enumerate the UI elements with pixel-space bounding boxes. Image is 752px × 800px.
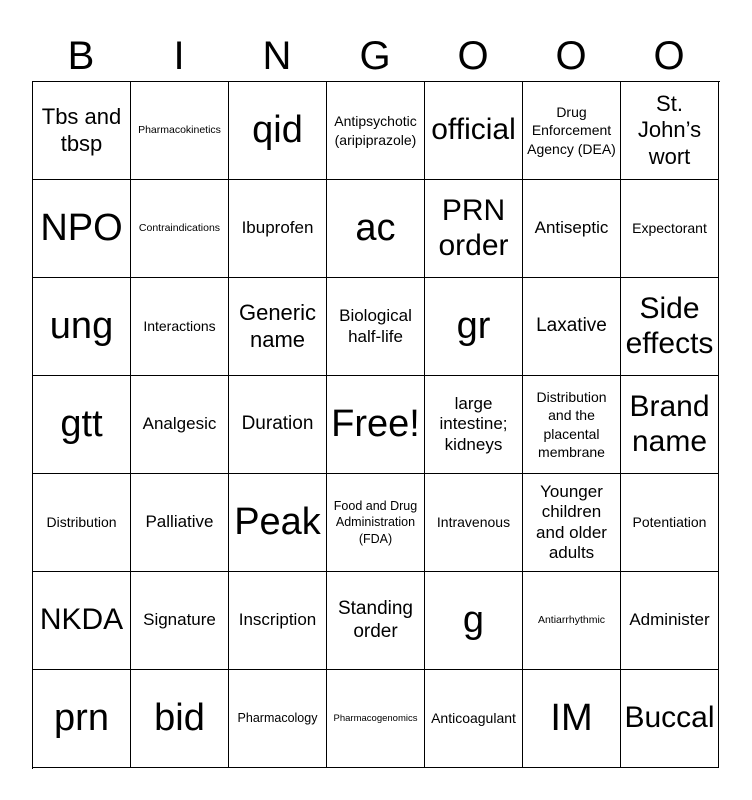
- bingo-cell[interactable]: [229, 180, 327, 278]
- cell-text: large intestine; kidneys: [439, 393, 508, 454]
- bingo-cell[interactable]: [621, 474, 719, 572]
- bingo-cell[interactable]: [523, 376, 621, 474]
- bingo-cell[interactable]: [425, 180, 523, 278]
- cell-text: Analgesic: [142, 414, 217, 434]
- bingo-cell[interactable]: [33, 180, 131, 278]
- cell-text: Pharmacogenomics: [333, 712, 418, 724]
- bingo-cell[interactable]: [425, 474, 523, 572]
- bingo-cell[interactable]: [131, 180, 229, 278]
- cell-text: qid: [252, 108, 303, 151]
- cell-text: Younger children and older adults: [536, 481, 607, 562]
- bingo-board: [32, 81, 720, 769]
- cell-text: gr: [456, 304, 491, 347]
- bingo-cell[interactable]: [229, 474, 327, 572]
- cell-text: Distribution and the placental membrane: [536, 389, 607, 460]
- cell-text: bid: [154, 696, 205, 739]
- header-letter-g: G: [359, 34, 391, 78]
- cell-text: Side effects: [625, 292, 714, 360]
- bingo-cell[interactable]: [229, 670, 327, 768]
- bingo-cell[interactable]: [131, 572, 229, 670]
- cell-text: Generic name: [238, 300, 317, 352]
- bingo-cell[interactable]: [425, 670, 523, 768]
- cell-text: g: [462, 598, 485, 641]
- cell-text: Duration: [241, 413, 314, 435]
- bingo-cell[interactable]: [229, 82, 327, 180]
- cell-text: Standing order: [337, 597, 413, 642]
- header-letter-n: N: [262, 34, 292, 78]
- bingo-cell[interactable]: [523, 82, 621, 180]
- cell-text: Pharmacokinetics: [138, 123, 221, 136]
- cell-text: Antiarrhythmic: [537, 613, 606, 626]
- cell-text: Brand name: [629, 390, 710, 458]
- cell-text: Anticoagulant: [431, 710, 516, 727]
- cell-text: Biological half-life: [339, 306, 412, 346]
- bingo-cell[interactable]: [33, 82, 131, 180]
- bingo-cell[interactable]: [33, 278, 131, 376]
- bingo-cell[interactable]: [523, 474, 621, 572]
- cell-text: IM: [550, 696, 593, 739]
- cell-text: Pharmacology: [237, 711, 318, 726]
- header-letter-o-3: O: [653, 34, 685, 78]
- cell-text: Antipsychotic (aripiprazole): [334, 113, 417, 148]
- bingo-cell[interactable]: [327, 670, 425, 768]
- bingo-cell[interactable]: [425, 572, 523, 670]
- header-letter-b: B: [67, 34, 95, 78]
- bingo-header: [32, 30, 720, 82]
- cell-text: Free!: [331, 402, 420, 445]
- bingo-cell[interactable]: [33, 670, 131, 768]
- cell-text: Laxative: [536, 315, 607, 337]
- bingo-cell[interactable]: [131, 82, 229, 180]
- cell-text: Signature: [143, 610, 216, 630]
- cell-text: Palliative: [145, 512, 214, 532]
- cell-text: Food and Drug Administration (FDA): [333, 499, 418, 546]
- bingo-cell[interactable]: [621, 180, 719, 278]
- cell-text: PRN order: [438, 194, 509, 262]
- cell-text: Administer: [629, 610, 710, 630]
- bingo-cell[interactable]: [33, 572, 131, 670]
- bingo-cell[interactable]: [425, 82, 523, 180]
- bingo-cell[interactable]: [131, 278, 229, 376]
- bingo-cell[interactable]: [327, 82, 425, 180]
- cell-text: prn: [54, 696, 109, 739]
- cell-text: Potentiation: [632, 514, 707, 531]
- bingo-cell[interactable]: [621, 670, 719, 768]
- cell-text: St. John’s wort: [637, 90, 702, 169]
- cell-text: gtt: [60, 402, 103, 445]
- bingo-cell[interactable]: [229, 376, 327, 474]
- bingo-cell free-space[interactable]: [327, 376, 425, 474]
- cell-text: Distribution: [46, 514, 117, 531]
- cell-text: Interactions: [143, 318, 216, 335]
- header-letter-o-2: O: [555, 34, 587, 78]
- bingo-cell[interactable]: [229, 572, 327, 670]
- cell-text: Expectorant: [632, 220, 707, 237]
- bingo-cell[interactable]: [621, 572, 719, 670]
- cell-text: Contraindications: [138, 221, 221, 234]
- cell-text: official: [431, 113, 516, 147]
- bingo-cell[interactable]: [33, 474, 131, 572]
- cell-text: ung: [49, 304, 114, 347]
- cell-text: Ibuprofen: [241, 218, 314, 238]
- bingo-cell[interactable]: [425, 278, 523, 376]
- cell-text: Intravenous: [436, 514, 511, 531]
- bingo-cell[interactable]: [131, 670, 229, 768]
- bingo-cell[interactable]: [621, 376, 719, 474]
- bingo-cell[interactable]: [327, 474, 425, 572]
- bingo-cell[interactable]: [327, 278, 425, 376]
- bingo-cell[interactable]: [131, 376, 229, 474]
- cell-text: Drug Enforcement Agency (DEA): [527, 104, 616, 157]
- cell-text: Antiseptic: [534, 218, 609, 238]
- bingo-cell[interactable]: [425, 376, 523, 474]
- bingo-cell[interactable]: [523, 572, 621, 670]
- bingo-cell[interactable]: [523, 180, 621, 278]
- cell-text: NPO: [40, 206, 123, 249]
- bingo-cell[interactable]: [131, 474, 229, 572]
- cell-text: NKDA: [39, 603, 124, 637]
- bingo-cell[interactable]: [327, 180, 425, 278]
- bingo-cell[interactable]: [523, 670, 621, 768]
- bingo-cell[interactable]: [33, 376, 131, 474]
- bingo-cell[interactable]: [621, 82, 719, 180]
- cell-text: Buccal: [624, 701, 715, 735]
- bingo-cell[interactable]: [229, 278, 327, 376]
- header-letter-i: I: [173, 34, 185, 78]
- cell-text: ac: [355, 206, 396, 249]
- bingo-cell[interactable]: [523, 278, 621, 376]
- cell-text: Tbs and tbsp: [41, 104, 122, 156]
- cell-text: Inscription: [238, 610, 317, 630]
- cell-text: Peak: [234, 500, 321, 543]
- bingo-cell[interactable]: [327, 572, 425, 670]
- bingo-cell[interactable]: [621, 278, 719, 376]
- header-letter-o-1: O: [457, 34, 489, 78]
